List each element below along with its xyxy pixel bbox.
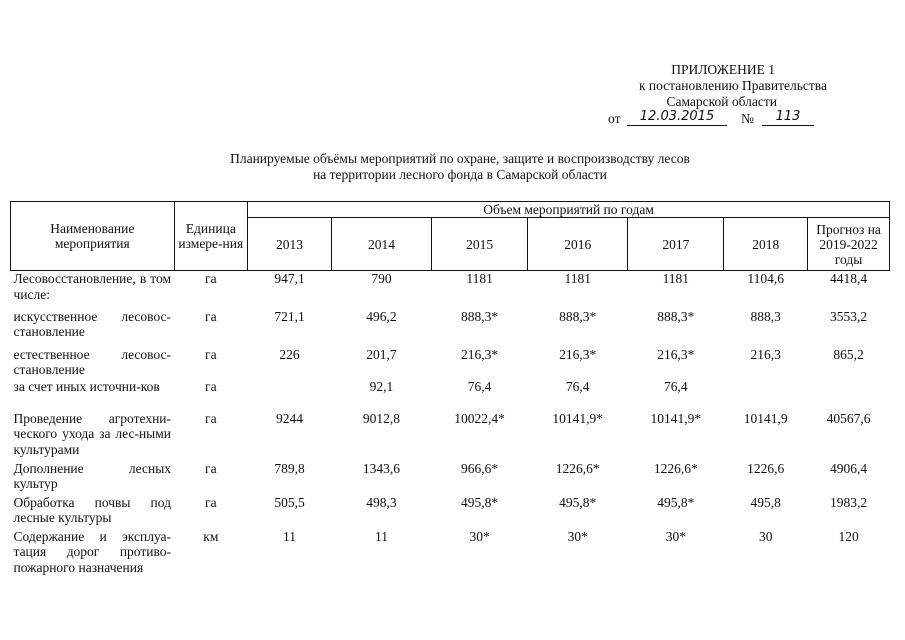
row-value: 30* [567,528,588,544]
row-value: 120 [838,528,859,544]
row-name: за счет иных источни-ков [13,378,160,394]
row-name: искусственное лесовос-становление [13,308,172,339]
row-value: 11 [283,528,296,544]
header-year: 2016 [528,218,628,271]
row-value: 10141,9* [552,410,604,426]
row-value: 888,3* [559,308,597,324]
row-value: 505,5 [274,494,305,510]
row-value: 865,2 [833,346,864,362]
row-value: 1181 [564,271,591,286]
appendix-block [567,62,827,129]
row-value: 76,4 [467,378,492,394]
appendix-resolution-line: к постановлению Правительства [638,78,827,93]
header-unit: Единица измере-ния [174,202,248,271]
header-group: Объем мероприятий по годам [248,202,890,218]
row-unit: га [205,494,217,510]
row-value: 888,3* [657,308,695,324]
row-value: 888,3* [461,308,499,324]
row-value: 790 [371,271,392,286]
row-unit: га [205,271,217,286]
row-value: 216,3* [657,346,695,362]
row-value: 30 [758,528,773,544]
row-value: 10022,4* [454,410,505,426]
row-value: 947,1 [274,271,305,286]
row-value: 10141,9 [743,410,788,426]
appendix-date-line [567,111,827,129]
row-value: 1104,6 [747,271,785,286]
row-value: 1226,6* [555,460,600,476]
row-value: 498,3 [366,494,397,510]
row-value: 3553,2 [830,308,868,324]
measures-table [10,201,890,577]
row-unit: га [205,308,217,324]
row-value: 216,3* [559,346,597,362]
table-row [11,461,890,495]
row-value: 1226,6 [747,460,785,476]
row-value: 495,8* [657,494,695,510]
header-year: 2018 [724,218,808,271]
row-value: 1181 [466,271,493,286]
row-value: 495,8* [559,494,597,510]
row-value: 4906,4 [830,460,868,476]
row-name: Лесовосстановление, в том числе: [13,271,172,302]
row-unit: га [205,346,217,362]
row-value: 216,3* [461,346,499,362]
row-name: Проведение агротехни-ческого ухода за лес-ными культурами [13,410,172,457]
row-value [808,379,890,411]
row-value: 9012,8 [362,410,401,426]
heading-line-2: на территории лесного фонда в Самарской области [313,167,607,182]
row-value: 30* [665,528,686,544]
row-unit: га [205,410,217,426]
row-name: естественное лесовос-становление [13,346,172,377]
row-value: 10141,9* [650,410,702,426]
header-year: 2017 [628,218,724,271]
table-row [11,529,890,577]
row-name: Обработка почвы под лесные культуры [13,494,172,525]
row-value: 1226,6* [653,460,698,476]
heading-line-1: Планируемые объёмы мероприятий по охране, защите и воспроизводству лесов [230,151,690,166]
table-row [11,411,890,461]
number-prefix: № [741,111,754,126]
row-value: 789,8 [274,460,305,476]
row-value: 4418,4 [830,271,868,286]
row-value: 30* [469,528,490,544]
row-value: 201,7 [366,346,397,362]
header-year: 2015 [432,218,528,271]
row-value: 92,1 [369,378,394,394]
row-value: 1181 [662,271,690,286]
row-value: 216,3 [750,346,781,362]
table-body [11,271,890,577]
appendix-title: ПРИЛОЖЕНИЕ 1 [671,62,775,77]
row-value: 11 [374,528,388,544]
row-value: 495,8 [750,494,781,510]
row-value: 496,2 [366,308,397,324]
table-row [11,495,890,529]
row-value: 226 [279,346,300,362]
row-value: 40567,6 [826,410,871,426]
handwritten-number: 113 [762,111,814,126]
row-name: Дополнение лесных культур [13,460,172,491]
row-value: 495,8* [461,494,499,510]
row-unit: га [205,460,217,476]
table-row [11,347,890,379]
row-unit: га [205,378,217,394]
handwritten-date: 12.03.2015 [627,111,727,126]
row-value: 888,3 [750,308,781,324]
table-row [11,379,890,411]
appendix-region-line: Самарской области [666,94,777,109]
document-heading [160,151,760,183]
header-name: Наименование мероприятия [11,202,175,271]
row-value [724,379,808,411]
table-row [11,309,890,347]
row-value [248,379,332,411]
row-value: 1343,6 [362,460,401,476]
row-value: 966,6* [461,460,499,476]
row-value: 1983,2 [830,494,868,510]
row-value: 9244 [276,410,303,426]
date-prefix: от [608,111,621,126]
row-value: 721,1 [274,308,305,324]
row-value: 76,4 [565,378,590,394]
row-name: Содержание и эксплуа-тация дорог противо-пожарного назначения [13,528,172,575]
row-unit: км [203,528,219,544]
header-forecast: Прогноз на 2019-2022 годы [808,218,890,271]
header-year: 2013 [248,218,332,271]
row-value: 76,4 [664,378,688,394]
table-row [11,271,890,309]
header-year: 2014 [331,218,431,271]
